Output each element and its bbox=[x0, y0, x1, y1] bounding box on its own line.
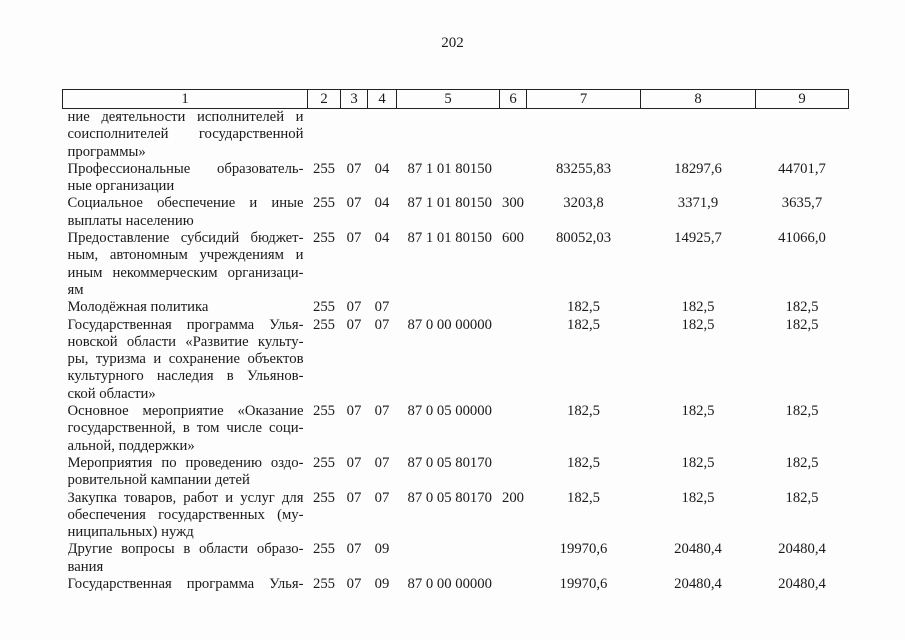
cell-name bbox=[63, 195, 308, 230]
cell-col3: 07 bbox=[346, 230, 362, 247]
cell-col4: 09 bbox=[374, 576, 390, 593]
cell-col5 bbox=[397, 299, 500, 316]
cell-col8: 182,5 bbox=[681, 299, 715, 316]
cell-col7: 182,5 bbox=[566, 489, 601, 506]
cell-col2 bbox=[308, 109, 341, 161]
cell-col4: 07 bbox=[374, 403, 390, 420]
cell-col8: 182,5 bbox=[681, 489, 715, 506]
cell-col9: 182,5 bbox=[785, 299, 819, 316]
cell-col4: 04 bbox=[374, 230, 390, 247]
column-header-4: 4 bbox=[368, 90, 397, 109]
cell-col2: 255 bbox=[312, 454, 336, 471]
column-header-9: 9 bbox=[756, 90, 849, 109]
column-header-1: 1 bbox=[63, 90, 308, 109]
column-header-2: 2 bbox=[308, 90, 341, 109]
cell-col3: 07 bbox=[346, 454, 362, 471]
name-line: обеспечения государственных (му- bbox=[67, 506, 304, 523]
table-row bbox=[63, 317, 849, 403]
cell-col2: 255 bbox=[312, 576, 336, 593]
cell-col6 bbox=[500, 576, 527, 593]
cell-col6: 600 bbox=[501, 230, 525, 247]
cell-col3: 07 bbox=[346, 576, 362, 593]
cell-col2: 255 bbox=[312, 403, 336, 420]
cell-name bbox=[63, 455, 308, 490]
name-line: альной, поддержки» bbox=[67, 437, 195, 454]
cell-col8: 182,5 bbox=[681, 403, 715, 420]
name-line: Государственная программа Улья- bbox=[67, 576, 304, 593]
name-line: Социальное обеспечение и иные bbox=[67, 195, 304, 212]
table-row bbox=[63, 109, 849, 161]
cell-col4: 07 bbox=[374, 454, 390, 471]
cell-col5 bbox=[397, 541, 500, 576]
cell-col5: 87 1 01 80150 bbox=[407, 230, 492, 247]
cell-col5: 87 0 05 00000 bbox=[407, 403, 492, 420]
table-row bbox=[63, 490, 849, 542]
cell-col9: 182,5 bbox=[785, 454, 819, 471]
name-line: новской области «Развитие культу- bbox=[67, 333, 304, 350]
cell-col9: 182,5 bbox=[785, 489, 819, 506]
cell-col5: 87 0 00 00000 bbox=[407, 316, 492, 333]
cell-col9: 3635,7 bbox=[781, 195, 823, 212]
name-line: соисполнителей государственной bbox=[67, 126, 304, 143]
cell-col3 bbox=[341, 109, 368, 161]
cell-col4 bbox=[368, 109, 397, 161]
name-line: Закупка товаров, работ и услуг для bbox=[67, 489, 304, 506]
cell-col9: 182,5 bbox=[785, 403, 819, 420]
table-row bbox=[63, 455, 849, 490]
cell-name bbox=[63, 490, 308, 542]
cell-col7: 19970,6 bbox=[559, 541, 608, 558]
cell-col5: 87 1 01 80150 bbox=[407, 160, 492, 177]
page-number: 202 bbox=[441, 35, 464, 51]
name-line: ровительной кампании детей bbox=[67, 472, 250, 489]
cell-col7: 80052,03 bbox=[555, 230, 612, 247]
cell-col8: 20480,4 bbox=[674, 576, 722, 593]
cell-col6 bbox=[500, 403, 527, 455]
name-line: программы» bbox=[67, 143, 146, 160]
cell-col7: 83255,83 bbox=[555, 160, 612, 177]
cell-col2: 255 bbox=[312, 489, 336, 506]
cell-col7: 182,5 bbox=[566, 454, 601, 471]
cell-col3: 07 bbox=[346, 160, 362, 177]
cell-col2: 255 bbox=[312, 316, 336, 333]
cell-col3: 07 bbox=[346, 195, 362, 212]
cell-col4: 07 bbox=[374, 316, 390, 333]
cell-col5: 87 0 05 80170 bbox=[407, 489, 492, 506]
budget-table bbox=[62, 89, 849, 593]
cell-name bbox=[63, 576, 308, 593]
name-line: ние деятельности исполнителей и bbox=[67, 109, 304, 125]
name-line: иным некоммерческим организаци- bbox=[67, 264, 304, 281]
cell-col3: 07 bbox=[346, 403, 362, 420]
cell-col8: 182,5 bbox=[681, 454, 715, 471]
cell-col6 bbox=[500, 299, 527, 316]
cell-col5: 87 0 05 80170 bbox=[407, 454, 492, 471]
table-row bbox=[63, 299, 849, 316]
cell-name bbox=[63, 403, 308, 455]
cell-col7: 182,5 bbox=[566, 299, 601, 316]
cell-col5 bbox=[397, 109, 500, 161]
name-line: ниципальных) нужд bbox=[67, 524, 194, 541]
cell-col6 bbox=[500, 455, 527, 490]
cell-col8 bbox=[641, 109, 756, 161]
cell-name bbox=[63, 317, 308, 403]
cell-col3: 07 bbox=[346, 299, 362, 316]
name-line: ным, автономным учреждениям и bbox=[67, 247, 304, 264]
cell-col6 bbox=[500, 109, 527, 161]
cell-name bbox=[63, 541, 308, 576]
cell-col7: 19970,6 bbox=[559, 576, 608, 593]
cell-col6 bbox=[500, 541, 527, 576]
cell-col2: 255 bbox=[312, 299, 336, 316]
cell-col9: 20480,4 bbox=[778, 576, 826, 593]
table-row bbox=[63, 230, 849, 299]
cell-col4: 09 bbox=[374, 541, 390, 558]
cell-col3: 07 bbox=[346, 316, 362, 333]
name-line: выплаты населению bbox=[67, 212, 194, 229]
name-line: вания bbox=[67, 558, 104, 575]
cell-name bbox=[63, 230, 308, 299]
name-line: ные организации bbox=[67, 178, 175, 195]
column-header-8: 8 bbox=[641, 90, 756, 109]
cell-col5: 87 0 00 00000 bbox=[407, 576, 492, 593]
name-line: Предоставление субсидий бюджет- bbox=[67, 230, 304, 247]
column-header-5: 5 bbox=[397, 90, 500, 109]
cell-name bbox=[63, 161, 308, 196]
table-row bbox=[63, 403, 849, 455]
name-line: ры, туризма и сохранение объектов bbox=[67, 351, 304, 368]
name-line: Другие вопросы в области образо- bbox=[67, 541, 304, 558]
cell-name bbox=[63, 299, 308, 316]
name-line: Молодёжная политика bbox=[67, 299, 209, 316]
cell-col8: 182,5 bbox=[681, 316, 715, 333]
cell-col4: 04 bbox=[374, 195, 390, 212]
cell-col7: 182,5 bbox=[566, 403, 601, 420]
cell-name bbox=[63, 109, 308, 161]
cell-col8: 18297,6 bbox=[674, 160, 722, 177]
cell-col6: 200 bbox=[501, 489, 525, 506]
cell-col4: 07 bbox=[374, 299, 390, 316]
cell-col4: 07 bbox=[374, 489, 390, 506]
cell-col2: 255 bbox=[312, 195, 336, 212]
cell-col6: 300 bbox=[501, 195, 525, 212]
cell-col7: 3203,8 bbox=[563, 195, 604, 212]
cell-col3: 07 bbox=[346, 541, 362, 558]
name-line: Государственная программа Улья- bbox=[67, 316, 304, 333]
name-line: культурного наследия в Ульянов- bbox=[67, 368, 304, 385]
name-line: ской области» bbox=[67, 385, 156, 402]
cell-col2: 255 bbox=[312, 160, 336, 177]
table-row bbox=[63, 195, 849, 230]
column-header-7: 7 bbox=[527, 90, 641, 109]
cell-col3: 07 bbox=[346, 489, 362, 506]
column-header-3: 3 bbox=[341, 90, 368, 109]
name-line: Основное мероприятие «Оказание bbox=[67, 403, 304, 420]
name-line: Профессиональные образователь- bbox=[67, 160, 304, 177]
cell-col8: 20480,4 bbox=[674, 541, 722, 558]
cell-col2: 255 bbox=[312, 541, 336, 558]
cell-col7: 182,5 bbox=[566, 316, 601, 333]
cell-col9: 182,5 bbox=[785, 316, 819, 333]
table-row bbox=[63, 541, 849, 576]
cell-col9: 41066,0 bbox=[778, 230, 826, 247]
cell-col2: 255 bbox=[312, 230, 336, 247]
cell-col8: 3371,9 bbox=[677, 195, 719, 212]
name-line: Мероприятия по проведению оздо- bbox=[67, 454, 304, 471]
cell-col8: 14925,7 bbox=[674, 230, 722, 247]
cell-col5: 87 1 01 80150 bbox=[407, 195, 492, 212]
name-line: ям bbox=[67, 281, 84, 298]
cell-col6 bbox=[500, 161, 527, 196]
cell-col7 bbox=[527, 109, 641, 161]
table-row bbox=[63, 161, 849, 196]
cell-col9: 20480,4 bbox=[778, 541, 826, 558]
cell-col6 bbox=[500, 317, 527, 403]
table-row bbox=[63, 576, 849, 593]
cell-col4: 04 bbox=[374, 160, 390, 177]
cell-col9: 44701,7 bbox=[778, 160, 826, 177]
table-header-row bbox=[63, 90, 849, 109]
column-header-6: 6 bbox=[500, 90, 527, 109]
name-line: государственной, в том числе соци- bbox=[67, 420, 304, 437]
cell-col9 bbox=[756, 109, 849, 161]
